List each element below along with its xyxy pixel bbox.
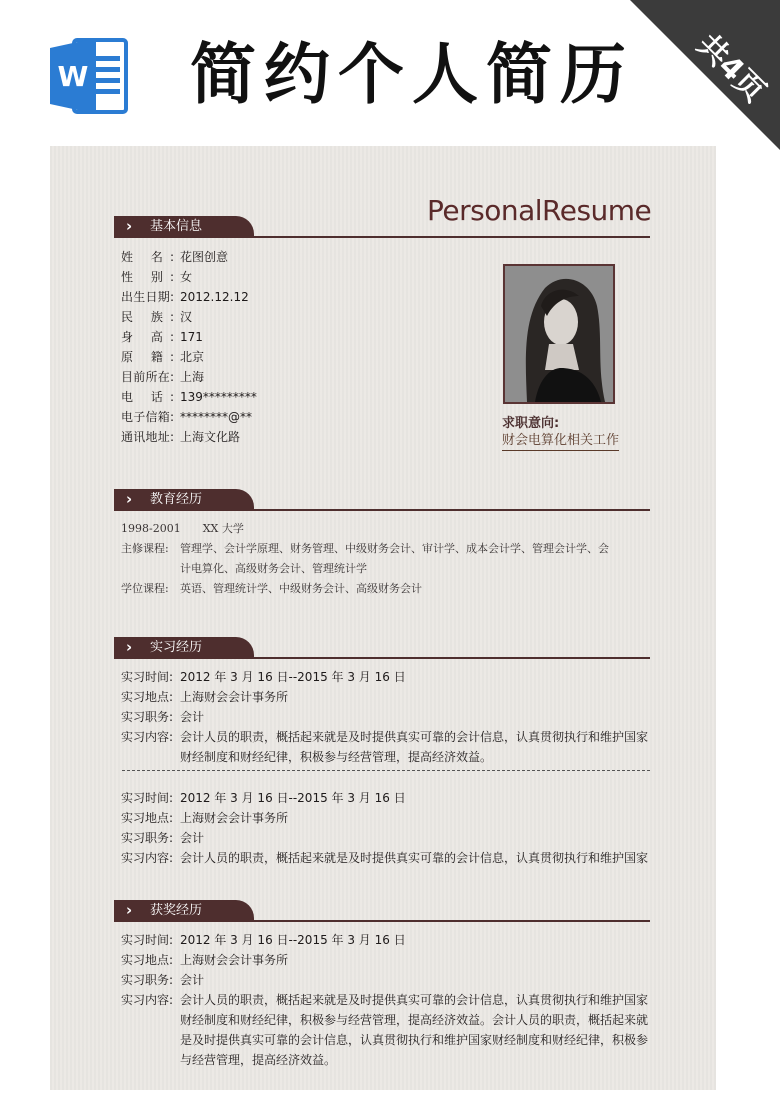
field-gender: 性 别: 女: [121, 270, 193, 284]
page-count-badge: [630, 0, 780, 150]
intern1-place: 实习地点: 上海财会会计事务所: [121, 690, 289, 704]
entry-divider: [122, 770, 650, 771]
award-time: 实习时间: 2012 年 3 月 16 日--2015 年 3 月 16 日: [121, 933, 406, 947]
section-title: 基本信息: [150, 219, 203, 234]
section-divider: [114, 509, 650, 511]
section-divider: [114, 236, 650, 238]
field-ethnicity: 民 族: 汉: [121, 310, 193, 324]
intern1-time: 实习时间: 2012 年 3 月 16 日--2015 年 3 月 16 日: [121, 670, 406, 684]
section-title: 实习经历: [150, 640, 203, 655]
section-awards: [114, 900, 650, 924]
page-count-text: 共4页: [690, 27, 773, 110]
profile-photo: [503, 264, 615, 404]
field-birthdate: 出生日期: 2012.12.12: [121, 290, 249, 304]
chevron-right-icon: ›: [126, 638, 133, 656]
field-address: 通讯地址: 上海文化路: [121, 430, 241, 444]
intern2-place: 实习地点: 上海财会会计事务所: [121, 811, 289, 825]
brand-title: PersonalResume: [427, 194, 652, 227]
chevron-right-icon: ›: [126, 901, 133, 919]
education-courses: 主修课程: 管理学、会计学原理、财务管理、中级财务会计、审计学、成本会计学、管理会计学、会: [121, 542, 609, 555]
award-place: 实习地点: 上海财会会计事务所: [121, 953, 289, 967]
chevron-right-icon: ›: [126, 490, 133, 508]
intern2-content: 实习内容: 会计人员的职责，概括起来就是及时提供真实可靠的会计信息，认真贯彻执行和维护国家: [121, 851, 649, 865]
section-internship: [114, 637, 650, 661]
section-divider: [114, 657, 650, 659]
award-role: 实习职务: 会计: [121, 973, 205, 987]
section-basic-info: [114, 216, 650, 240]
field-origin: 原 籍: 北京: [121, 350, 205, 364]
intern1-content: 实习内容: 会计人员的职责，概括起来就是及时提供真实可靠的会计信息，认真贯彻执行和维护国家: [121, 730, 649, 744]
intern2-time: 实习时间: 2012 年 3 月 16 日--2015 年 3 月 16 日: [121, 791, 406, 805]
education-period: 1998-2001 XX 大学: [121, 522, 244, 535]
section-title: 获奖经历: [150, 903, 203, 918]
svg-text:W: W: [57, 60, 89, 93]
section-divider: [114, 920, 650, 922]
page-title: 简约个人简历: [190, 36, 634, 113]
job-intent-label: 求职意向:: [502, 416, 560, 431]
chevron-right-icon: ›: [126, 217, 133, 235]
field-location: 目前所在: 上海: [121, 370, 205, 384]
field-height: 身 高: 171: [121, 330, 203, 344]
field-phone: 电 话: 139*********: [121, 390, 257, 404]
field-email: 电子信箱: ********@**: [121, 410, 252, 424]
intern1-role: 实习职务: 会计: [121, 710, 205, 724]
intern2-role: 实习职务: 会计: [121, 831, 205, 845]
award-content-cont: 财经制度和财经纪律，积极参与经营管理，提高经济效益。会计人员的职责，概括起来就: [180, 1013, 649, 1027]
education-degree: 学位课程: 英语、管理统计学、中级财务会计、高级财务会计: [121, 582, 422, 595]
award-content-cont: 是及时提供真实可靠的会计信息，认真贯彻执行和维护国家财经制度和财经纪律，积极参: [180, 1033, 649, 1047]
section-title: 教育经历: [150, 492, 203, 507]
job-intent-value: 财会电算化相关工作: [502, 432, 619, 451]
award-content-cont: 与经营管理，提高经济效益。: [180, 1053, 337, 1067]
intern1-content-cont: 财经制度和财经纪律，积极参与经营管理，提高经济效益。: [180, 750, 493, 764]
resume-paper: [50, 146, 716, 1090]
field-name: 姓 名: 花图创意: [121, 250, 229, 264]
education-courses-cont: 计电算化、高级财务会计、管理统计学: [180, 562, 367, 575]
portrait-image: [505, 266, 613, 402]
award-content: 实习内容: 会计人员的职责，概括起来就是及时提供真实可靠的会计信息，认真贯彻执行和维护国家: [121, 993, 649, 1007]
word-icon: [48, 34, 130, 118]
section-education: [114, 489, 650, 513]
